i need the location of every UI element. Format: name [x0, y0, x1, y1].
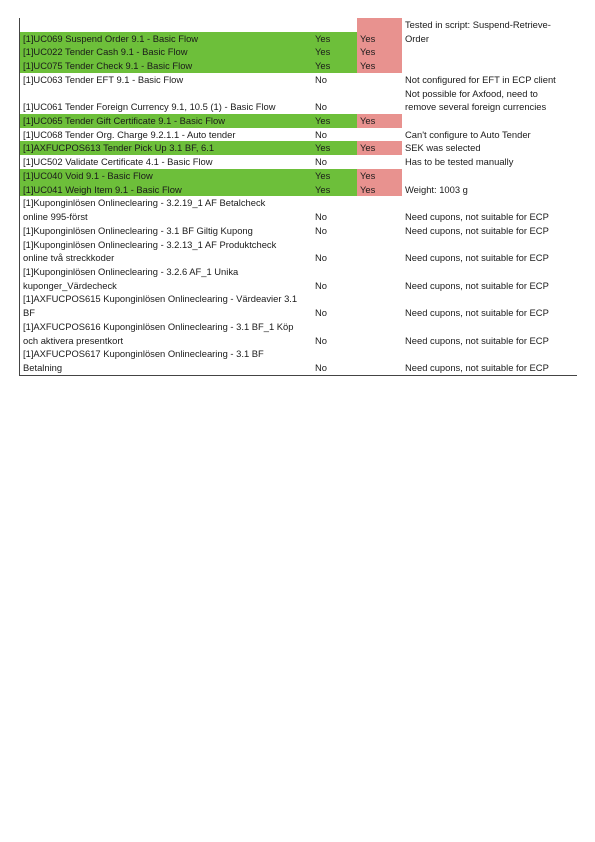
- comment-cell: [402, 114, 577, 128]
- comment-cell: [402, 128, 577, 142]
- comment-cell: [402, 87, 577, 114]
- result-cell-line: [360, 279, 402, 293]
- executed-cell-line: No: [315, 307, 327, 319]
- comment-cell-line: Not configured for EFT in ECP client: [405, 73, 556, 85]
- result-cell: [357, 45, 402, 59]
- result-cell-line: [360, 18, 402, 32]
- test-case-name-line: [1]UC022 Tender Cash 9.1 - Basic Flow: [23, 46, 188, 58]
- comment-cell: [402, 59, 577, 73]
- comment-cell-line: Can't configure to Auto Tender: [405, 128, 531, 140]
- test-case-name: [20, 128, 312, 142]
- executed-cell: [312, 59, 357, 73]
- executed-cell-line: Yes: [315, 32, 331, 44]
- result-cell: [357, 224, 402, 238]
- result-cell-line: [360, 361, 402, 375]
- result-cell: [357, 155, 402, 169]
- comment-cell-line: Need cupons, not suitable for ECP: [405, 307, 549, 319]
- test-case-name-line: [1]Kuponginlösen Onlineclearing - 3.2.13_1 AF Produktcheck: [23, 238, 277, 250]
- executed-cell: [312, 238, 357, 265]
- executed-cell: [312, 183, 357, 197]
- result-cell: [357, 114, 402, 128]
- table-row: [20, 114, 577, 128]
- comment-cell: [402, 73, 577, 87]
- result-cell: [357, 18, 402, 32]
- comment-cell-line: [405, 169, 577, 183]
- test-case-name-line: [23, 87, 312, 101]
- test-case-name: [20, 114, 312, 128]
- test-case-name: [20, 32, 312, 46]
- comment-cell-line: Order: [405, 32, 429, 44]
- comment-cell: [402, 196, 577, 223]
- executed-cell: [312, 73, 357, 87]
- executed-cell-line: No: [315, 252, 327, 264]
- result-cell-line: [360, 73, 402, 87]
- result-cell-line: [360, 224, 402, 238]
- result-cell: [357, 128, 402, 142]
- executed-cell-line: Yes: [315, 169, 331, 181]
- table-row: [20, 45, 577, 59]
- table-row: [20, 87, 577, 114]
- comment-cell: [402, 155, 577, 169]
- test-case-name-line: [1]UC075 Tender Check 9.1 - Basic Flow: [23, 60, 193, 72]
- result-cell-line: Yes: [360, 46, 376, 58]
- executed-cell: [312, 155, 357, 169]
- executed-cell-line: No: [315, 156, 327, 168]
- result-cell-line: Yes: [360, 142, 376, 154]
- executed-cell-line: Yes: [315, 142, 331, 154]
- result-cell: [357, 347, 402, 374]
- test-case-name: [20, 73, 312, 87]
- table-row: [20, 141, 577, 155]
- test-case-name-line: [1]AXFUCPOS616 Kuponginlösen Onlineclearing - 3.1 BF_1 Köp: [23, 320, 294, 332]
- comment-cell-line: Need cupons, not suitable for ECP: [405, 361, 549, 373]
- table-row: [20, 224, 577, 238]
- result-cell: [357, 183, 402, 197]
- result-cell-line: Yes: [360, 169, 376, 181]
- result-cell-line: Yes: [360, 183, 376, 195]
- result-cell: [357, 265, 402, 292]
- result-cell: [357, 32, 402, 46]
- result-cell-line: Yes: [360, 32, 376, 44]
- executed-cell: [312, 45, 357, 59]
- executed-cell-line: Yes: [315, 115, 331, 127]
- comment-cell-line: SEK was selected: [405, 142, 481, 154]
- comment-cell: [402, 32, 577, 46]
- executed-cell-line: No: [315, 73, 327, 85]
- table-row: [20, 265, 577, 292]
- test-case-name-line: [1]UC068 Tender Org. Charge 9.2.1.1 - Auto tender: [23, 128, 236, 140]
- test-case-name-line: [1]UC061 Tender Foreign Currency 9.1, 10.5 (1) - Basic Flow: [23, 101, 276, 113]
- executed-cell: [312, 128, 357, 142]
- executed-cell: [312, 347, 357, 374]
- test-case-name-line: [23, 18, 312, 32]
- executed-cell: [312, 169, 357, 183]
- test-case-name-line: [1]UC069 Suspend Order 9.1 - Basic Flow: [23, 32, 199, 44]
- result-cell: [357, 59, 402, 73]
- table-row: [20, 128, 577, 142]
- test-case-name-line: [1]Kuponginlösen Onlineclearing - 3.2.6 AF_1 Unika: [23, 265, 239, 277]
- table-row: [20, 32, 577, 46]
- result-cell-line: [360, 210, 402, 224]
- executed-cell-line: No: [315, 361, 327, 373]
- test-case-name: [20, 87, 312, 114]
- comment-cell-line: Need cupons, not suitable for ECP: [405, 334, 549, 346]
- comment-cell-line: Not possible for Axfood, need to: [405, 87, 538, 99]
- result-cell-line: Yes: [360, 60, 376, 72]
- executed-cell: [312, 224, 357, 238]
- executed-cell-line: No: [315, 334, 327, 346]
- test-case-name-line: BF: [23, 307, 35, 319]
- executed-cell-line: Yes: [315, 60, 331, 72]
- executed-cell-line: No: [315, 224, 327, 236]
- comment-cell: [402, 224, 577, 238]
- executed-cell: [312, 114, 357, 128]
- comment-cell-line: [405, 59, 577, 73]
- test-case-name: [20, 45, 312, 59]
- comment-cell: [402, 238, 577, 265]
- comment-cell: [402, 183, 577, 197]
- table-row: [20, 238, 577, 265]
- result-cell: [357, 141, 402, 155]
- result-cell-line: [360, 155, 402, 169]
- test-case-name: [20, 265, 312, 292]
- comment-cell: [402, 169, 577, 183]
- comment-cell-line: [405, 45, 577, 59]
- table-row: [20, 292, 577, 319]
- comment-cell: [402, 45, 577, 59]
- result-cell-line: [360, 128, 402, 142]
- comment-cell: [402, 18, 577, 32]
- test-case-name-line: [1]AXFUCPOS615 Kuponginlösen Onlineclearing - Värdeavier 3.1: [23, 293, 298, 305]
- test-case-name: [20, 292, 312, 319]
- comment-cell-line: Need cupons, not suitable for ECP: [405, 211, 549, 223]
- comment-cell: [402, 320, 577, 347]
- comment-cell-line: Need cupons, not suitable for ECP: [405, 224, 549, 236]
- test-case-name-line: [1]AXFUCPOS613 Tender Pick Up 3.1 BF, 6.1: [23, 142, 215, 154]
- table-row: [20, 196, 577, 223]
- test-case-name-line: [1]Kuponginlösen Onlineclearing - 3.2.19_1 AF Betalcheck: [23, 197, 266, 209]
- test-case-name-line: [1]Kuponginlösen Onlineclearing - 3.1 BF Giltig Kupong: [23, 224, 253, 236]
- test-case-name-line: [1]UC502 Validate Certificate 4.1 - Basic Flow: [23, 156, 213, 168]
- test-case-name-line: online två streckkoder: [23, 252, 115, 264]
- result-cell: [357, 196, 402, 223]
- result-cell: [357, 320, 402, 347]
- test-case-name: [20, 141, 312, 155]
- executed-cell: [312, 141, 357, 155]
- executed-cell-line: Yes: [315, 46, 331, 58]
- executed-cell-line: No: [315, 211, 327, 223]
- table-row: [20, 18, 577, 32]
- test-case-name-line: kuponger_Värdecheck: [23, 279, 117, 291]
- executed-cell-line: [315, 18, 357, 32]
- test-case-name: [20, 320, 312, 347]
- comment-cell-line: Need cupons, not suitable for ECP: [405, 252, 549, 264]
- executed-cell: [312, 320, 357, 347]
- executed-cell: [312, 292, 357, 319]
- result-cell: [357, 292, 402, 319]
- table-row: [20, 155, 577, 169]
- table-row: [20, 183, 577, 197]
- executed-cell-line: Yes: [315, 183, 331, 195]
- test-case-name-line: [1]UC063 Tender EFT 9.1 - Basic Flow: [23, 73, 184, 85]
- comment-cell-line: Need cupons, not suitable for ECP: [405, 279, 549, 291]
- comment-cell: [402, 141, 577, 155]
- comment-cell-line: remove several foreign currencies: [405, 101, 547, 113]
- test-case-name: [20, 196, 312, 223]
- comment-cell-line: Has to be tested manually: [405, 156, 514, 168]
- executed-cell: [312, 87, 357, 114]
- executed-cell: [312, 32, 357, 46]
- result-cell-line: [360, 306, 402, 320]
- result-cell-line: Yes: [360, 115, 376, 127]
- test-case-name: [20, 59, 312, 73]
- comment-cell-line: [405, 114, 577, 128]
- test-results-table: [19, 18, 577, 376]
- test-case-name-line: [1]UC041 Weigh Item 9.1 - Basic Flow: [23, 183, 182, 195]
- test-case-name: [20, 224, 312, 238]
- test-case-name-line: [1]UC040 Void 9.1 - Basic Flow: [23, 169, 153, 181]
- comment-cell: [402, 347, 577, 374]
- comment-cell: [402, 265, 577, 292]
- test-case-name: [20, 169, 312, 183]
- comment-cell-line: Tested in script: Suspend-Retrieve-: [405, 19, 551, 31]
- result-cell-line: [360, 251, 402, 265]
- result-cell-line: [360, 100, 402, 114]
- test-case-name: [20, 238, 312, 265]
- executed-cell-line: No: [315, 128, 327, 140]
- result-cell: [357, 73, 402, 87]
- table-row: [20, 320, 577, 347]
- executed-cell: [312, 18, 357, 32]
- result-cell: [357, 87, 402, 114]
- result-cell: [357, 169, 402, 183]
- test-case-name-line: [1]UC065 Tender Gift Certificate 9.1 - Basic Flow: [23, 115, 225, 127]
- test-case-name-line: online 995-först: [23, 211, 88, 223]
- test-case-name: [20, 347, 312, 374]
- test-case-name-line: och aktivera presentkort: [23, 334, 124, 346]
- test-case-name: [20, 18, 312, 32]
- table-row: [20, 73, 577, 87]
- comment-cell: [402, 292, 577, 319]
- test-case-name: [20, 183, 312, 197]
- executed-cell: [312, 196, 357, 223]
- table-row: [20, 59, 577, 73]
- result-cell-line: [360, 334, 402, 348]
- test-case-name-line: Betalning: [23, 361, 63, 373]
- executed-cell-line: No: [315, 101, 327, 113]
- comment-cell-line: Weight: 1003 g: [405, 183, 468, 195]
- executed-cell-line: No: [315, 279, 327, 291]
- test-case-name-line: [1]AXFUCPOS617 Kuponginlösen Onlineclearing - 3.1 BF: [23, 348, 264, 360]
- table-row: [20, 169, 577, 183]
- executed-cell: [312, 265, 357, 292]
- test-case-name: [20, 155, 312, 169]
- result-cell: [357, 238, 402, 265]
- table-row: [20, 347, 577, 374]
